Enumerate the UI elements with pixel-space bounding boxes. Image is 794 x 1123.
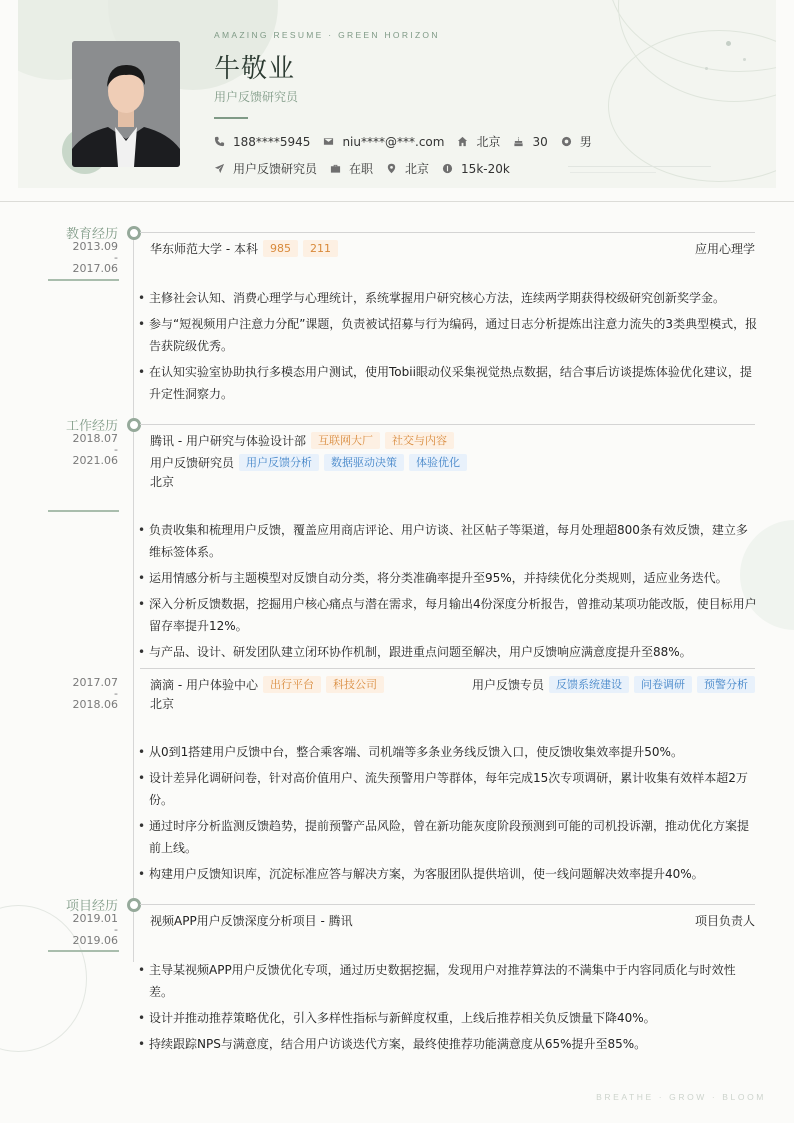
role-tag: 反馈系统建设 bbox=[549, 676, 629, 693]
location-pin-icon bbox=[386, 163, 397, 174]
decor-dot bbox=[726, 41, 731, 46]
mail-icon bbox=[323, 136, 334, 147]
education-date-dash: - bbox=[114, 251, 118, 264]
job1-role-row bbox=[150, 454, 755, 471]
briefcase-icon bbox=[330, 163, 341, 174]
job2-date-dash: - bbox=[114, 687, 118, 700]
contact-gender bbox=[561, 133, 592, 150]
job1-role: 用户反馈研究员 bbox=[150, 456, 235, 470]
gender-icon bbox=[561, 136, 572, 147]
section-underline bbox=[48, 510, 119, 512]
education-header-row bbox=[150, 240, 755, 257]
section-rule bbox=[140, 904, 755, 905]
intent-city-text: 北京 bbox=[405, 162, 430, 176]
list-item: • 持续跟踪NPS与满意度，结合用户访谈迭代方案，最终使推荐功能满意度从65%提升至85%。 bbox=[138, 1033, 758, 1055]
education-end-date: 2017.06 bbox=[72, 262, 118, 275]
job1-company: 腾讯 - 用户研究与体验设计部 bbox=[150, 434, 306, 448]
decor-dot bbox=[743, 58, 746, 61]
job1-start-date: 2018.07 bbox=[72, 432, 118, 445]
list-item: • 主修社会认知、消费心理学与心理统计，系统掌握用户研究核心方法，连续两学期获得校级研究创新奖学金。 bbox=[138, 287, 758, 309]
intent-position bbox=[214, 160, 317, 177]
intent-status bbox=[330, 160, 373, 177]
contact-email bbox=[323, 135, 444, 149]
project-header-row bbox=[150, 912, 755, 929]
education-section-title: 教育经历 bbox=[65, 227, 118, 242]
project-role: 项目负责人 bbox=[694, 914, 755, 928]
role-tag: 预警分析 bbox=[697, 676, 755, 693]
intent-row bbox=[214, 160, 523, 177]
company-tag: 出行平台 bbox=[263, 676, 321, 693]
email-text: niu****@***.com bbox=[342, 134, 445, 149]
role-tag: 数据驱动决策 bbox=[324, 454, 404, 471]
candidate-name: 牛敬业 bbox=[214, 54, 296, 84]
company-tag: 科技公司 bbox=[326, 676, 384, 693]
list-item: • 通过时序分析监测反馈趋势，提前预警产品风险，曾在新功能灰度阶段预测到可能的司机投诉潮，推动优化方案提前上线。 bbox=[138, 815, 758, 859]
work-section-title: 工作经历 bbox=[65, 419, 118, 434]
list-item: • 负责收集和梳理用户反馈，覆盖应用商店评论、用户访谈、社区帖子等渠道，每月处理超800条有效反馈，建立多维标签体系。 bbox=[138, 519, 758, 563]
project-date-dash: - bbox=[114, 923, 118, 936]
header-divider bbox=[0, 201, 794, 202]
role-tag: 问卷调研 bbox=[634, 676, 692, 693]
job2-end-date: 2018.06 bbox=[72, 698, 118, 711]
footer-tagline: BREATHE · GROW · BLOOM bbox=[596, 1092, 766, 1102]
school-tag: 985 bbox=[263, 240, 298, 257]
project-bullets bbox=[138, 959, 758, 1059]
cake-icon bbox=[513, 136, 524, 147]
intent-position-text: 用户反馈研究员 bbox=[233, 162, 318, 176]
project-name: 视频APP用户反馈深度分析项目 - 腾讯 bbox=[150, 914, 353, 928]
section-rule bbox=[140, 668, 755, 669]
intent-salary-text: 15k-20k bbox=[461, 161, 510, 176]
section-rule bbox=[140, 232, 755, 233]
list-item: • 运用情感分析与主题模型对反馈自动分类，将分类准确率提升至95%，并持续优化分类规则，适应业务迭代。 bbox=[138, 567, 758, 589]
list-item: • 深入分析反馈数据，挖掘用户核心痛点与潜在需求，每月输出4份深度分析报告，曾推动某项功能改版，使目标用户留存率提升12%。 bbox=[138, 593, 758, 637]
list-item: • 设计差异化调研问卷，针对高价值用户、流失预警用户等群体，每年完成15次专项调研，累计收集有效样本超2万份。 bbox=[138, 767, 758, 811]
list-item: • 主导某视频APP用户反馈优化专项，通过历史数据挖掘，发现用户对推荐算法的不满集中于内容同质化与时效性差。 bbox=[138, 959, 758, 1003]
timeline-dot bbox=[127, 898, 141, 912]
timeline-dot bbox=[127, 418, 141, 432]
intent-city bbox=[386, 160, 429, 177]
list-item: • 与产品、设计、研发团队建立闭环协作机制，跟进重点问题至解决，用户反馈响应满意度提升至88%。 bbox=[138, 641, 758, 663]
job1-end-date: 2021.06 bbox=[72, 454, 118, 467]
job1-company-row bbox=[150, 432, 755, 449]
role-tag: 体验优化 bbox=[409, 454, 467, 471]
education-start-date: 2013.09 bbox=[72, 240, 118, 253]
contact-city bbox=[457, 133, 500, 150]
list-item: • 从0到1搭建用户反馈中台，整合乘客端、司机端等多条业务线反馈入口，使反馈收集效率提升50%。 bbox=[138, 741, 758, 763]
job2-start-date: 2017.07 bbox=[72, 676, 118, 689]
decor-dot bbox=[705, 67, 708, 70]
list-item: • 设计并推动推荐策略优化，引入多样性指标与新鲜度权重，上线后推荐相关负反馈量下降40%。 bbox=[138, 1007, 758, 1029]
city-text: 北京 bbox=[476, 135, 501, 149]
company-tag: 互联网大厂 bbox=[311, 432, 380, 449]
job1-bullets bbox=[138, 519, 758, 667]
role-tag: 用户反馈分析 bbox=[239, 454, 319, 471]
section-underline bbox=[48, 279, 119, 281]
decor-line bbox=[568, 166, 711, 167]
list-item: • 在认知实验室协助执行多模态用户测试，使用Tobii眼动仪采集视觉热点数据，结合事后访谈提炼体验优化建议，提升定性洞察力。 bbox=[138, 361, 758, 405]
timeline-line bbox=[133, 232, 134, 962]
contact-phone bbox=[214, 135, 310, 149]
company-tag: 社交与内容 bbox=[385, 432, 454, 449]
major: 应用心理学 bbox=[694, 242, 755, 256]
profile-photo bbox=[72, 41, 180, 167]
job2-city-row bbox=[150, 695, 755, 712]
person-silhouette-icon bbox=[72, 41, 180, 167]
phone-text: 188****5945 bbox=[233, 134, 311, 149]
job1-city: 北京 bbox=[150, 475, 175, 489]
job1-city-row bbox=[150, 473, 755, 490]
education-bullets bbox=[138, 287, 758, 409]
home-icon bbox=[457, 136, 468, 147]
school-tag: 211 bbox=[303, 240, 338, 257]
school-name: 华东师范大学 - 本科 bbox=[150, 242, 258, 256]
title-underline bbox=[214, 117, 248, 119]
intent-salary bbox=[442, 162, 510, 176]
contact-row bbox=[214, 133, 605, 150]
timeline-dot bbox=[127, 226, 141, 240]
phone-icon bbox=[214, 136, 225, 147]
project-end-date: 2019.06 bbox=[72, 934, 118, 947]
intent-status-text: 在职 bbox=[349, 162, 374, 176]
job2-company: 滴滴 - 用户体验中心 bbox=[150, 678, 258, 692]
job2-city: 北京 bbox=[150, 697, 175, 711]
header-eyebrow: AMAZING RESUME · GREEN HORIZON bbox=[214, 30, 440, 40]
decor-line bbox=[570, 172, 656, 173]
money-icon bbox=[442, 163, 453, 174]
job1-date-dash: - bbox=[114, 443, 118, 456]
gender-text: 男 bbox=[579, 135, 592, 149]
section-rule bbox=[140, 424, 755, 425]
candidate-title: 用户反馈研究员 bbox=[214, 90, 299, 104]
send-icon bbox=[214, 163, 225, 174]
job2-role-group bbox=[472, 676, 755, 693]
list-item: • 构建用户反馈知识库，沉淀标准应答与解决方案，为客服团队提供培训，使一线问题解决效率提升40%。 bbox=[138, 863, 758, 885]
job2-bullets bbox=[138, 741, 758, 889]
age-text: 30 bbox=[532, 134, 548, 149]
list-item: • 参与“短视频用户注意力分配”课题，负责被试招募与行为编码，通过日志分析提炼出注意力流失的3类典型模式，报告获院级优秀。 bbox=[138, 313, 758, 357]
job2-company-row bbox=[150, 676, 755, 693]
contact-age bbox=[513, 135, 547, 149]
project-section-title: 项目经历 bbox=[65, 899, 118, 914]
job2-role: 用户反馈专员 bbox=[471, 678, 544, 692]
section-underline bbox=[48, 950, 119, 952]
project-start-date: 2019.01 bbox=[72, 912, 118, 925]
